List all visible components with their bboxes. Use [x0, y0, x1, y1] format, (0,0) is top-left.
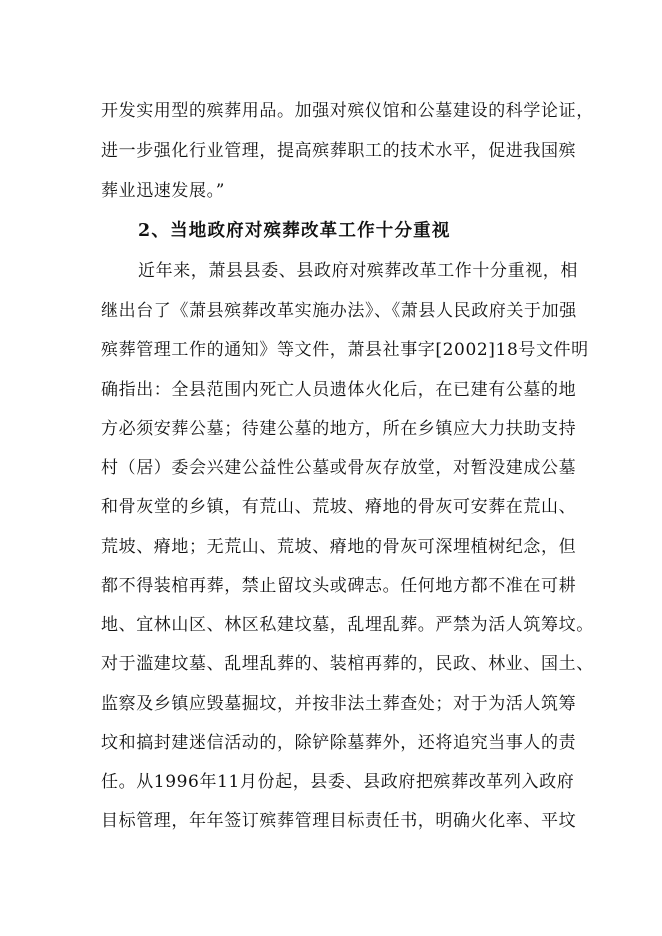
paragraph-line: 殡葬管理工作的通知》等文件，萧县社事字[2002]18号文件明 — [101, 340, 589, 360]
paragraph-line: 地、宜林山区、林区私建坟墓，乱埋乱葬。严禁为活人筑筹坟。 — [101, 615, 594, 635]
paragraph-line: 确指出：全县范围内死亡人员遗体火化后，在已建有公墓的地 — [101, 380, 577, 400]
paragraph-line: 村（居）委会兴建公益性公墓或骨灰存放堂，对暂没建成公墓 — [101, 458, 577, 478]
paragraph-line: 都不得装棺再葬，禁止留坟头或碑志。任何地方都不准在可耕 — [101, 576, 577, 596]
paragraph-line: 和骨灰堂的乡镇，有荒山、荒坡、瘠地的骨灰可安葬在荒山、 — [101, 497, 577, 517]
section-heading: 2、当地政府对殡葬改革工作十分重视 — [138, 221, 451, 241]
paragraph-line: 荒坡、瘠地；无荒山、荒坡、瘠地的骨灰可深埋植树纪念，但 — [101, 537, 577, 557]
paragraph-line: 对于滥建坟墓、乱埋乱葬的、装棺再葬的，民政、林业、国土、 — [101, 654, 594, 674]
paragraph-line: 继出台了《萧县殡葬改革实施办法》、《萧县人民政府关于加强 — [101, 301, 577, 321]
paragraph-line: 葬业迅速发展。” — [101, 181, 225, 201]
paragraph-line: 近年来，萧县县委、县政府对殡葬改革工作十分重视，相 — [138, 261, 578, 281]
paragraph-line: 监察及乡镇应毁墓掘坟，并按非法土葬查处；对于为活人筑筹 — [101, 694, 577, 714]
paragraph-line: 坟和搞封建迷信活动的，除铲除墓葬外，还将追究当事人的责 — [101, 733, 577, 753]
paragraph-line: 开发实用型的殡葬用品。加强对殡仪馆和公墓建设的科学论证， — [101, 101, 594, 121]
paragraph-line: 目标管理，年年签订殡葬管理目标责任书，明确火化率、平坟 — [101, 811, 577, 831]
paragraph-line: 方必须安葬公墓；待建公墓的地方，所在乡镇应大力扶助支持 — [101, 419, 577, 439]
paragraph-line: 任。从1996年11月份起，县委、县政府把殡葬改革列入政府 — [101, 772, 575, 792]
paragraph-line: 进一步强化行业管理，提高殡葬职工的技术水平，促进我国殡 — [101, 141, 577, 161]
